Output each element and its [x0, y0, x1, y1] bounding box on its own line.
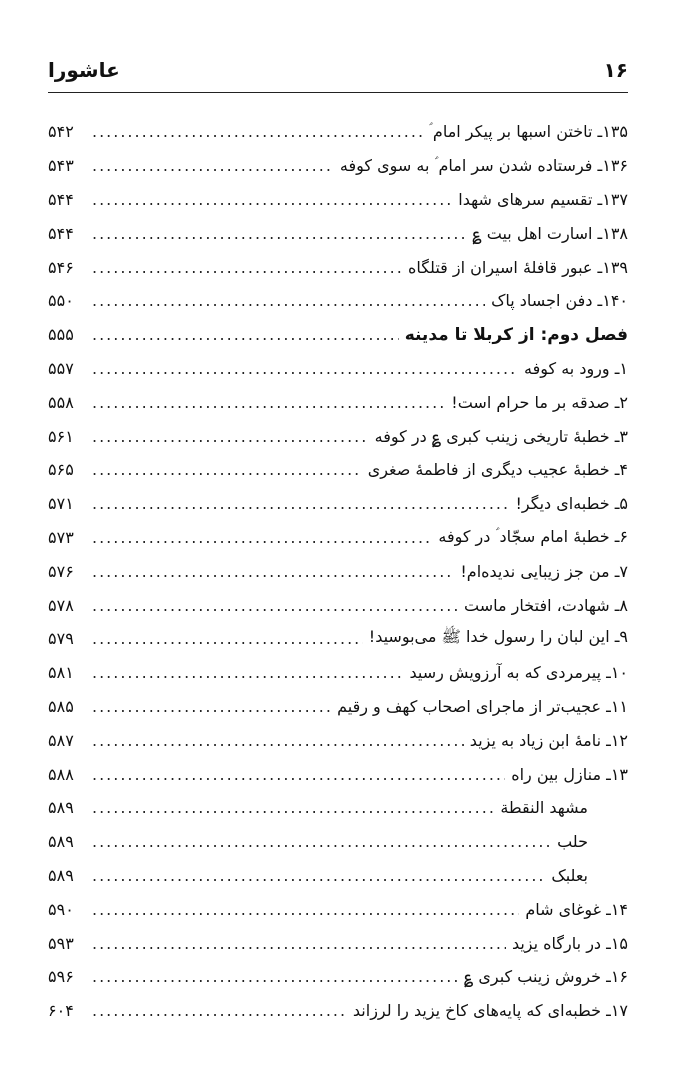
- dot-leader: [92, 427, 369, 446]
- toc-page-number: ۵۴۴: [48, 223, 74, 243]
- toc-entry: [48, 149, 628, 183]
- toc-entry-label: فصل دوم: از کربلا تا مدینه: [404, 324, 628, 345]
- toc-page-number: ۵۷۱: [48, 494, 74, 514]
- toc-entry-label: ۱۳۶ـ فرستاده شدن سر امام ؑ به سوی کوفه: [339, 155, 628, 175]
- toc-entry: [48, 216, 628, 250]
- running-header: [48, 58, 628, 93]
- toc-page-number: ۵۸۹: [48, 832, 74, 852]
- toc-entry-label: ۱ـ ورود به کوفه: [524, 358, 628, 378]
- toc-page-number: ۵۹۳: [48, 933, 74, 953]
- dot-leader: [92, 224, 466, 243]
- dot-leader: [92, 731, 464, 750]
- toc-entry-label: ۷ـ من جز زیبایی ندیده‌ام!: [460, 561, 628, 581]
- toc-section-heading: [48, 318, 628, 352]
- toc-page-number: ۵۴۴: [48, 189, 74, 209]
- toc-entry: [48, 385, 628, 419]
- toc-entry: [48, 723, 628, 757]
- toc-entry: [48, 859, 628, 893]
- dot-leader: [92, 866, 545, 885]
- toc-page-number: ۶۰۴: [48, 1001, 74, 1021]
- toc-entry: [48, 352, 628, 386]
- toc-entry-label: ۶ـ خطبهٔ امام سجّاد ؑ در کوفه: [438, 527, 628, 547]
- toc-entry: [48, 521, 628, 555]
- toc-page-number: ۵۴۶: [48, 257, 74, 277]
- toc-entry-label: ۱۵ـ در بارگاه یزید: [511, 933, 628, 953]
- toc-entry-label: ۲ـ صدقه بر ما حرام است!: [451, 392, 628, 412]
- toc-entry-label: بعلبک: [551, 865, 588, 885]
- toc-entry-label: ۵ـ خطبه‌ای دیگر!: [515, 494, 628, 514]
- toc-entry: [48, 926, 628, 960]
- toc-page-number: ۵۸۵: [48, 696, 74, 716]
- toc-entry: [48, 994, 628, 1028]
- toc-page-number: ۵۴۲: [48, 122, 74, 142]
- toc-entry-label: ۱۴ـ غوغای شام: [525, 899, 628, 919]
- toc-entry: [48, 115, 628, 149]
- toc-page-number: ۵۹۰: [48, 899, 74, 919]
- dot-leader: [92, 562, 454, 581]
- toc-page-number: ۵۸۷: [48, 730, 74, 750]
- dot-leader: [92, 460, 362, 479]
- toc-entry-label: ۱۳۷ـ تقسیم سرهای شهدا: [458, 189, 628, 209]
- toc-entry: [48, 487, 628, 521]
- dot-leader: [92, 596, 458, 615]
- dot-leader: [92, 663, 403, 682]
- toc-entry: [48, 757, 628, 791]
- toc-page-number: ۵۷۸: [48, 595, 74, 615]
- toc-page-number: ۵۵۸: [48, 392, 74, 412]
- dot-leader: [92, 798, 494, 817]
- table-of-contents: [48, 115, 628, 1028]
- page-number: ۱۶: [603, 58, 628, 82]
- dot-leader: [92, 393, 445, 412]
- toc-entry: [48, 791, 628, 825]
- toc-page-number: ۵۷۳: [48, 527, 74, 547]
- toc-entry: [48, 892, 628, 926]
- toc-entry: [48, 656, 628, 690]
- toc-page-number: ۵۵۵: [48, 325, 74, 345]
- toc-entry: [48, 960, 628, 994]
- toc-entry-label: حلب: [557, 832, 588, 852]
- toc-entry-label: ۹ـ این لبان را رسول خدا ﷺ می‌بوسید!: [368, 627, 628, 647]
- toc-entry: [48, 588, 628, 622]
- dot-leader: [92, 359, 518, 378]
- toc-entry-label: ۱۰ـ پیرمردی که به آرزویش رسید: [409, 663, 628, 683]
- dot-leader: [92, 190, 452, 209]
- toc-page-number: ۵۶۵: [48, 460, 74, 480]
- toc-entry-label: مشهد النقطة: [500, 798, 588, 818]
- toc-entry: [48, 419, 628, 453]
- toc-entry-label: ۳ـ خطبهٔ تاریخی زینب کبری ؏ در کوفه: [374, 426, 628, 446]
- toc-entry-label: ۱۳۹ـ عبور قافلهٔ اسیران از قتلگاه: [407, 257, 628, 277]
- toc-entry: [48, 622, 628, 656]
- toc-entry: [48, 690, 628, 724]
- dot-leader: [92, 900, 519, 919]
- dot-leader: [92, 697, 331, 716]
- toc-page-number: ۵۸۱: [48, 663, 74, 683]
- dot-leader: [92, 258, 402, 277]
- dot-leader: [92, 156, 334, 175]
- dot-leader: [92, 122, 423, 141]
- toc-entry: [48, 554, 628, 588]
- toc-page-number: ۵۸۸: [48, 764, 74, 784]
- toc-page-number: ۵۵۷: [48, 358, 74, 378]
- toc-page-number: ۵۷۹: [48, 629, 74, 649]
- toc-entry-label: ۱۳۸ـ اسارت اهل بیت ؏: [472, 223, 628, 243]
- toc-entry-label: ۱۳۵ـ تاختن اسبها بر پیکر امام ؑ: [428, 121, 628, 141]
- toc-page-number: ۵۶۱: [48, 426, 74, 446]
- toc-entry: [48, 453, 628, 487]
- dot-leader: [92, 629, 363, 648]
- toc-entry: [48, 825, 628, 859]
- dot-leader: [92, 528, 432, 547]
- toc-entry-label: ۱۱ـ عجیب‌تر از ماجرای اصحاب کهف و رقیم: [337, 696, 628, 716]
- dot-leader: [92, 832, 551, 851]
- toc-entry-label: ۴ـ خطبهٔ عجیب دیگری از فاطمهٔ صغری: [367, 460, 628, 480]
- toc-page-number: ۵۷۶: [48, 561, 74, 581]
- dot-leader: [92, 325, 399, 344]
- toc-entry-label: ۱۲ـ نامهٔ ابن زیاد به یزید: [469, 730, 628, 750]
- toc-entry: [48, 284, 628, 318]
- dot-leader: [92, 291, 485, 310]
- dot-leader: [92, 967, 458, 986]
- toc-entry-label: ۱۳ـ منازل بین راه: [511, 764, 628, 784]
- toc-entry-label: ۱۷ـ خطبه‌ای که پایه‌های کاخ یزید را لرزاند: [352, 1001, 628, 1021]
- toc-entry-label: ۱۴۰ـ دفن اجساد پاک: [491, 291, 628, 311]
- toc-page-number: ۵۹۶: [48, 967, 74, 987]
- dot-leader: [92, 765, 505, 784]
- toc-page-number: ۵۸۹: [48, 798, 74, 818]
- dot-leader: [92, 934, 506, 953]
- toc-page-number: ۵۸۹: [48, 865, 74, 885]
- dot-leader: [92, 1001, 347, 1020]
- toc-entry-label: ۸ـ شهادت، افتخار ماست: [464, 595, 628, 615]
- toc-entry: [48, 183, 628, 217]
- book-title: عاشورا: [48, 58, 120, 82]
- toc-page-number: ۵۴۳: [48, 156, 74, 176]
- toc-entry: [48, 250, 628, 284]
- dot-leader: [92, 494, 510, 513]
- toc-entry-label: ۱۶ـ خروش زینب کبری ؏: [463, 967, 628, 987]
- toc-page-number: ۵۵۰: [48, 291, 74, 311]
